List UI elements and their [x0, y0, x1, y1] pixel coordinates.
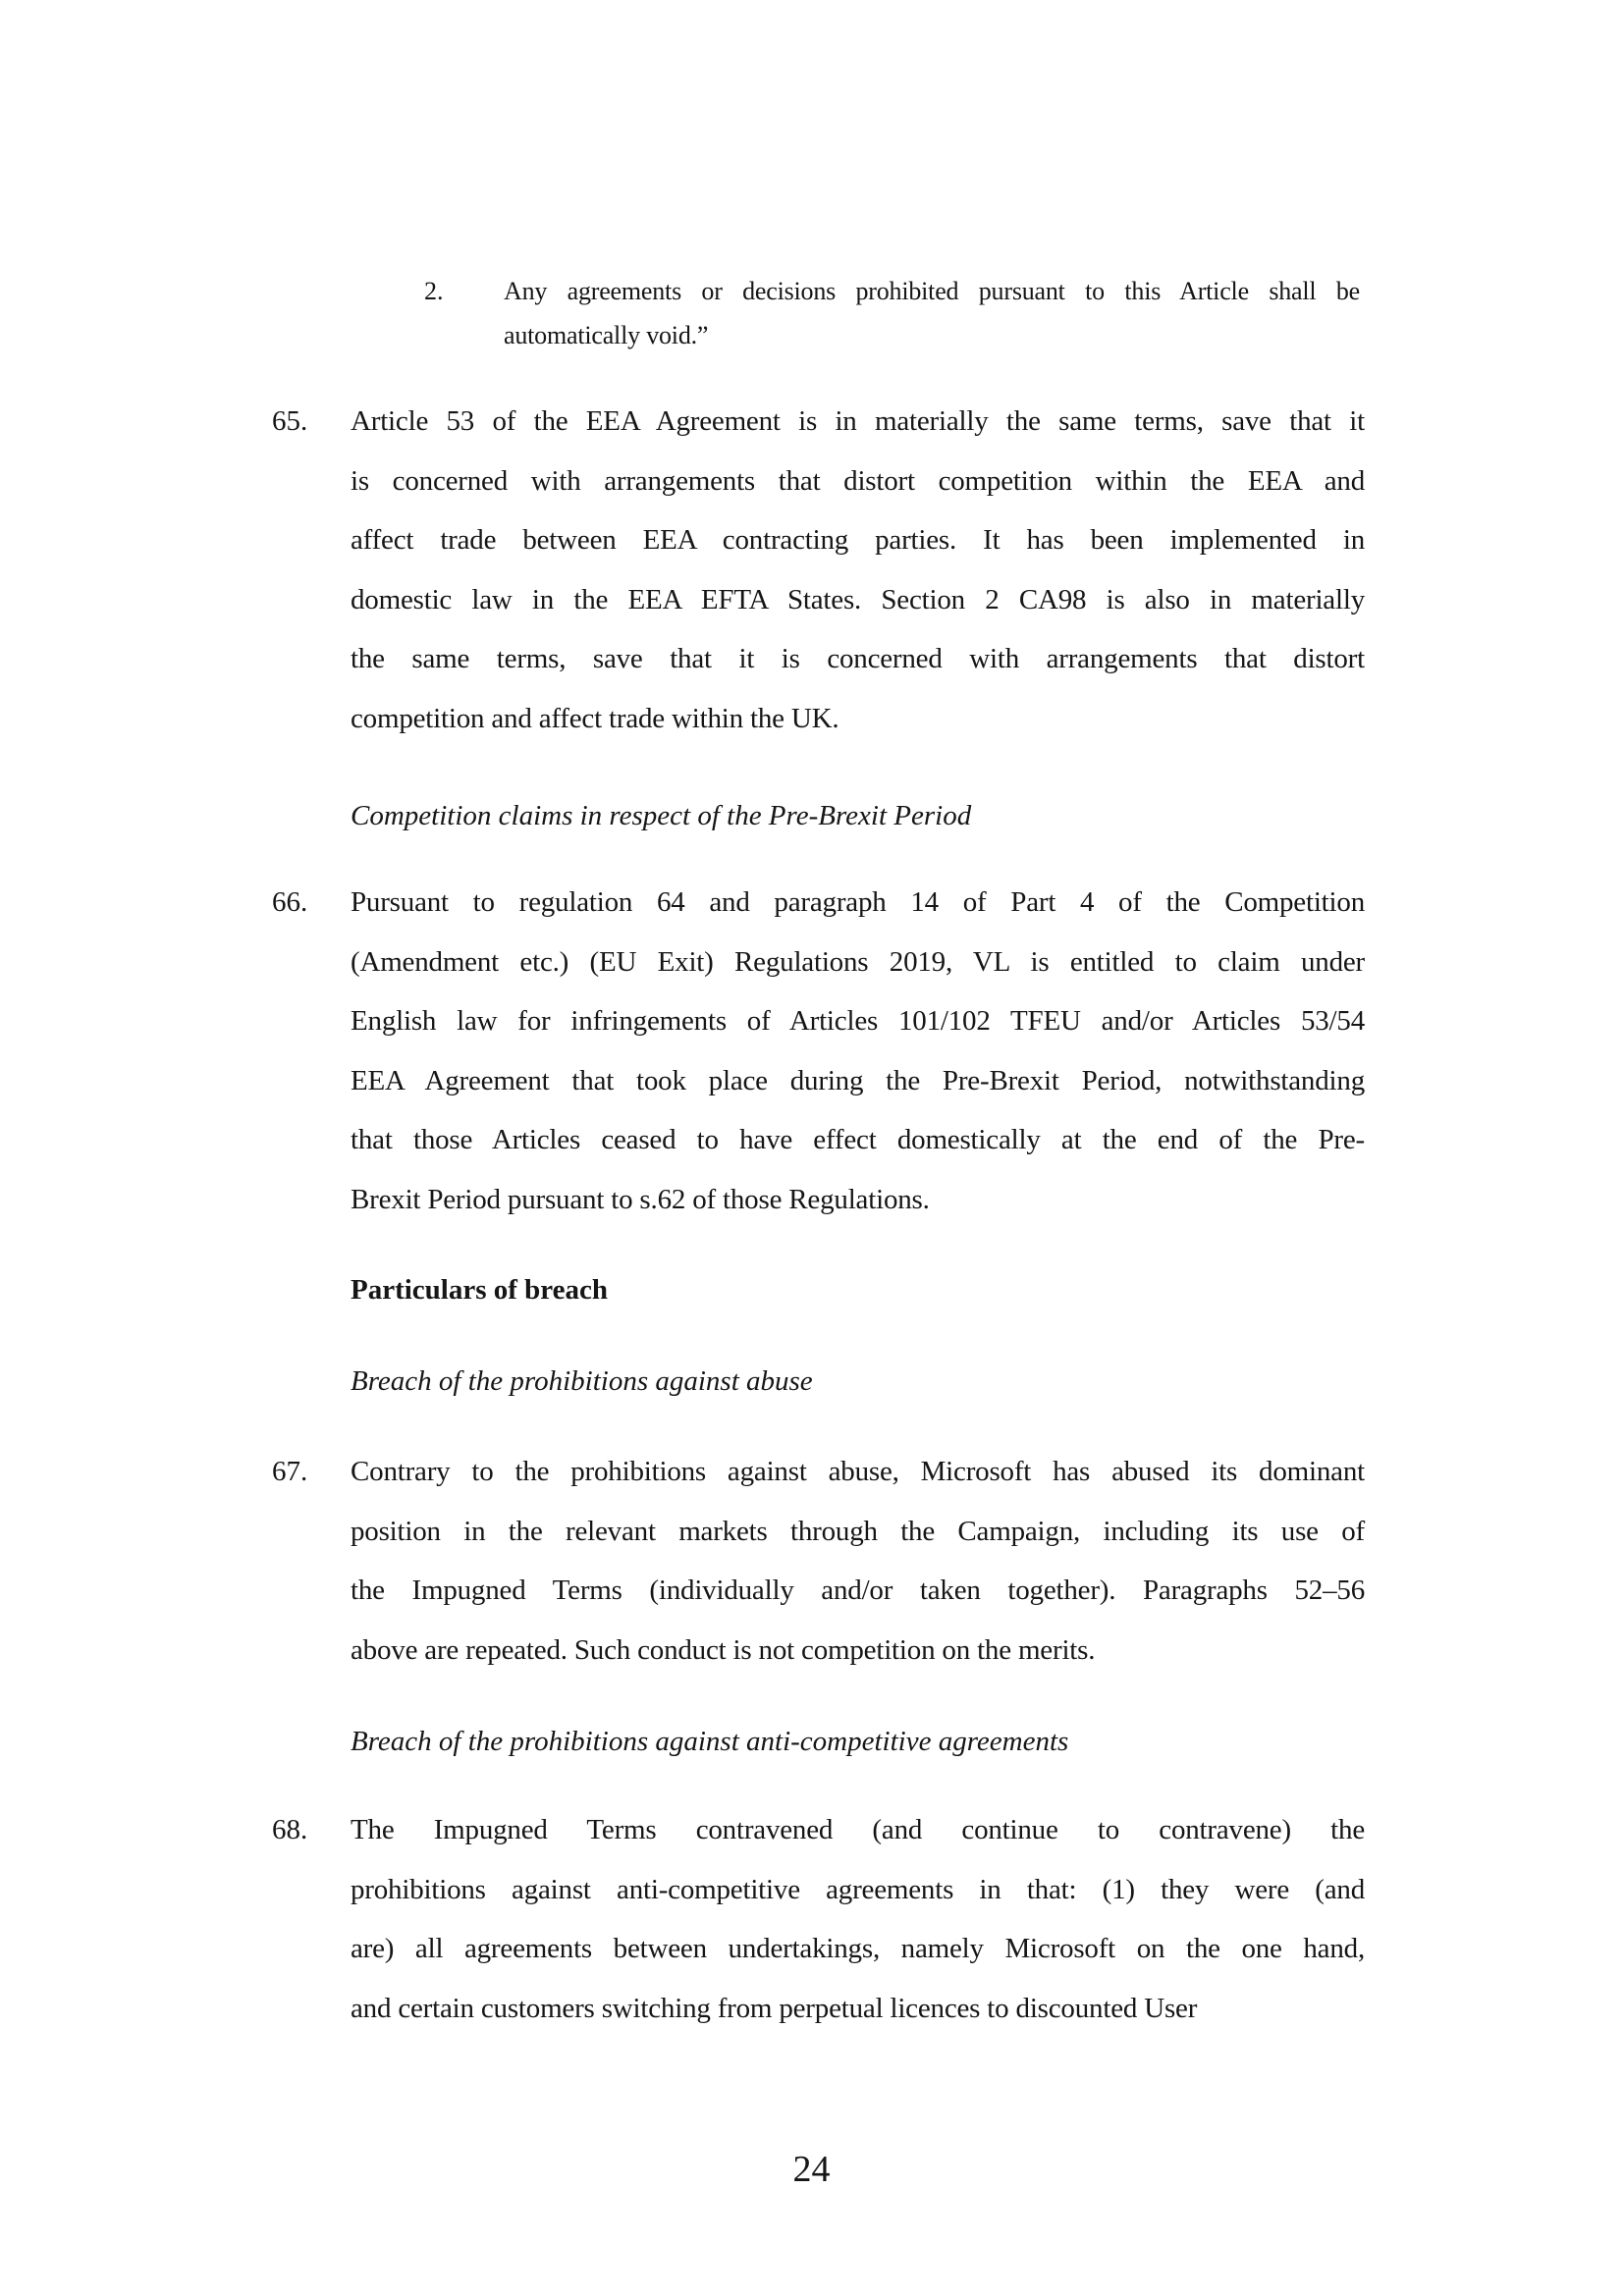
heading-breach-agreements: Breach of the prohibitions against anti-competitive agreements [351, 1726, 1069, 1757]
text-line: Pursuant to regulation 64 and paragraph 14 of Part 4 of the Competition [351, 886, 1365, 918]
text-line: the same terms, save that it is concerned with arrangements that distort [351, 643, 1365, 674]
paragraph-text [351, 1442, 1365, 1680]
text-line: Brexit Period pursuant to s.62 of those Regulations. [351, 1183, 930, 1215]
text-line: affect trade between EEA contracting parties. It has been implemented in [351, 524, 1365, 556]
text-line: is concerned with arrangements that distort competition within the EEA and [351, 464, 1365, 497]
paragraph-text [351, 1800, 1365, 2038]
text-line: position in the relevant markets through the Campaign, including its use of [351, 1515, 1365, 1547]
text-line: English law for infringements of Articles 101/102 TFEU and/or Articles 53/54 [351, 1005, 1365, 1037]
paragraph-number: 68. [272, 1814, 308, 1845]
text-line: the Impugned Terms (individually and/or taken together). Paragraphs 52–56 [351, 1575, 1365, 1606]
paragraph-number: 67. [272, 1456, 308, 1487]
text-line: Any agreements or decisions prohibited pursuant to this Article shall be [504, 277, 1360, 305]
paragraph-number: 65. [272, 405, 308, 437]
paragraph-text [351, 873, 1365, 1229]
text-line: above are repeated. Such conduct is not competition on the merits. [351, 1633, 1096, 1666]
paragraph-67 [272, 1442, 1365, 1680]
text-line: (Amendment etc.) (EU Exit) Regulations 2019, VL is entitled to claim under [351, 945, 1365, 978]
text-line: automatically void.” [504, 321, 709, 349]
heading-breach-abuse: Breach of the prohibitions against abuse [351, 1365, 813, 1397]
text-line: and certain customers switching from perpetual licences to discounted User [351, 1992, 1198, 2024]
text-line: are) all agreements between undertakings, namely Microsoft on the one hand, [351, 1933, 1365, 1964]
text-line: The Impugned Terms contravened (and continue to contravene) the [351, 1814, 1365, 1845]
text-line: Contrary to the prohibitions against abuse, Microsoft has abused its dominant [351, 1456, 1365, 1487]
quoted-provision [424, 269, 1360, 357]
paragraph-text [351, 392, 1365, 748]
quote-text [504, 269, 1360, 357]
heading-particulars-of-breach: Particulars of breach [351, 1274, 609, 1306]
text-line: EEA Agreement that took place during the Pre-Brexit Period, notwithstanding [351, 1064, 1365, 1096]
paragraph-66 [272, 873, 1365, 1229]
heading-competition-claims: Competition claims in respect of the Pre-Brexit Period [351, 800, 972, 831]
paragraph-68 [272, 1800, 1365, 2038]
text-line: competition and affect trade within the UK. [351, 702, 839, 734]
text-line: that those Articles ceased to have effect domestically at the end of the Pre- [351, 1124, 1365, 1155]
page-number: 24 [792, 2149, 831, 2190]
text-line: Article 53 of the EEA Agreement is in materially the same terms, save that it [351, 405, 1365, 437]
text-line: prohibitions against anti-competitive agreements in that: (1) they were (and [351, 1873, 1365, 1905]
quote-item-number: 2. [424, 277, 444, 305]
text-line: domestic law in the EEA EFTA States. Section 2 CA98 is also in materially [351, 583, 1365, 615]
paragraph-65 [272, 392, 1365, 748]
paragraph-number: 66. [272, 886, 308, 918]
